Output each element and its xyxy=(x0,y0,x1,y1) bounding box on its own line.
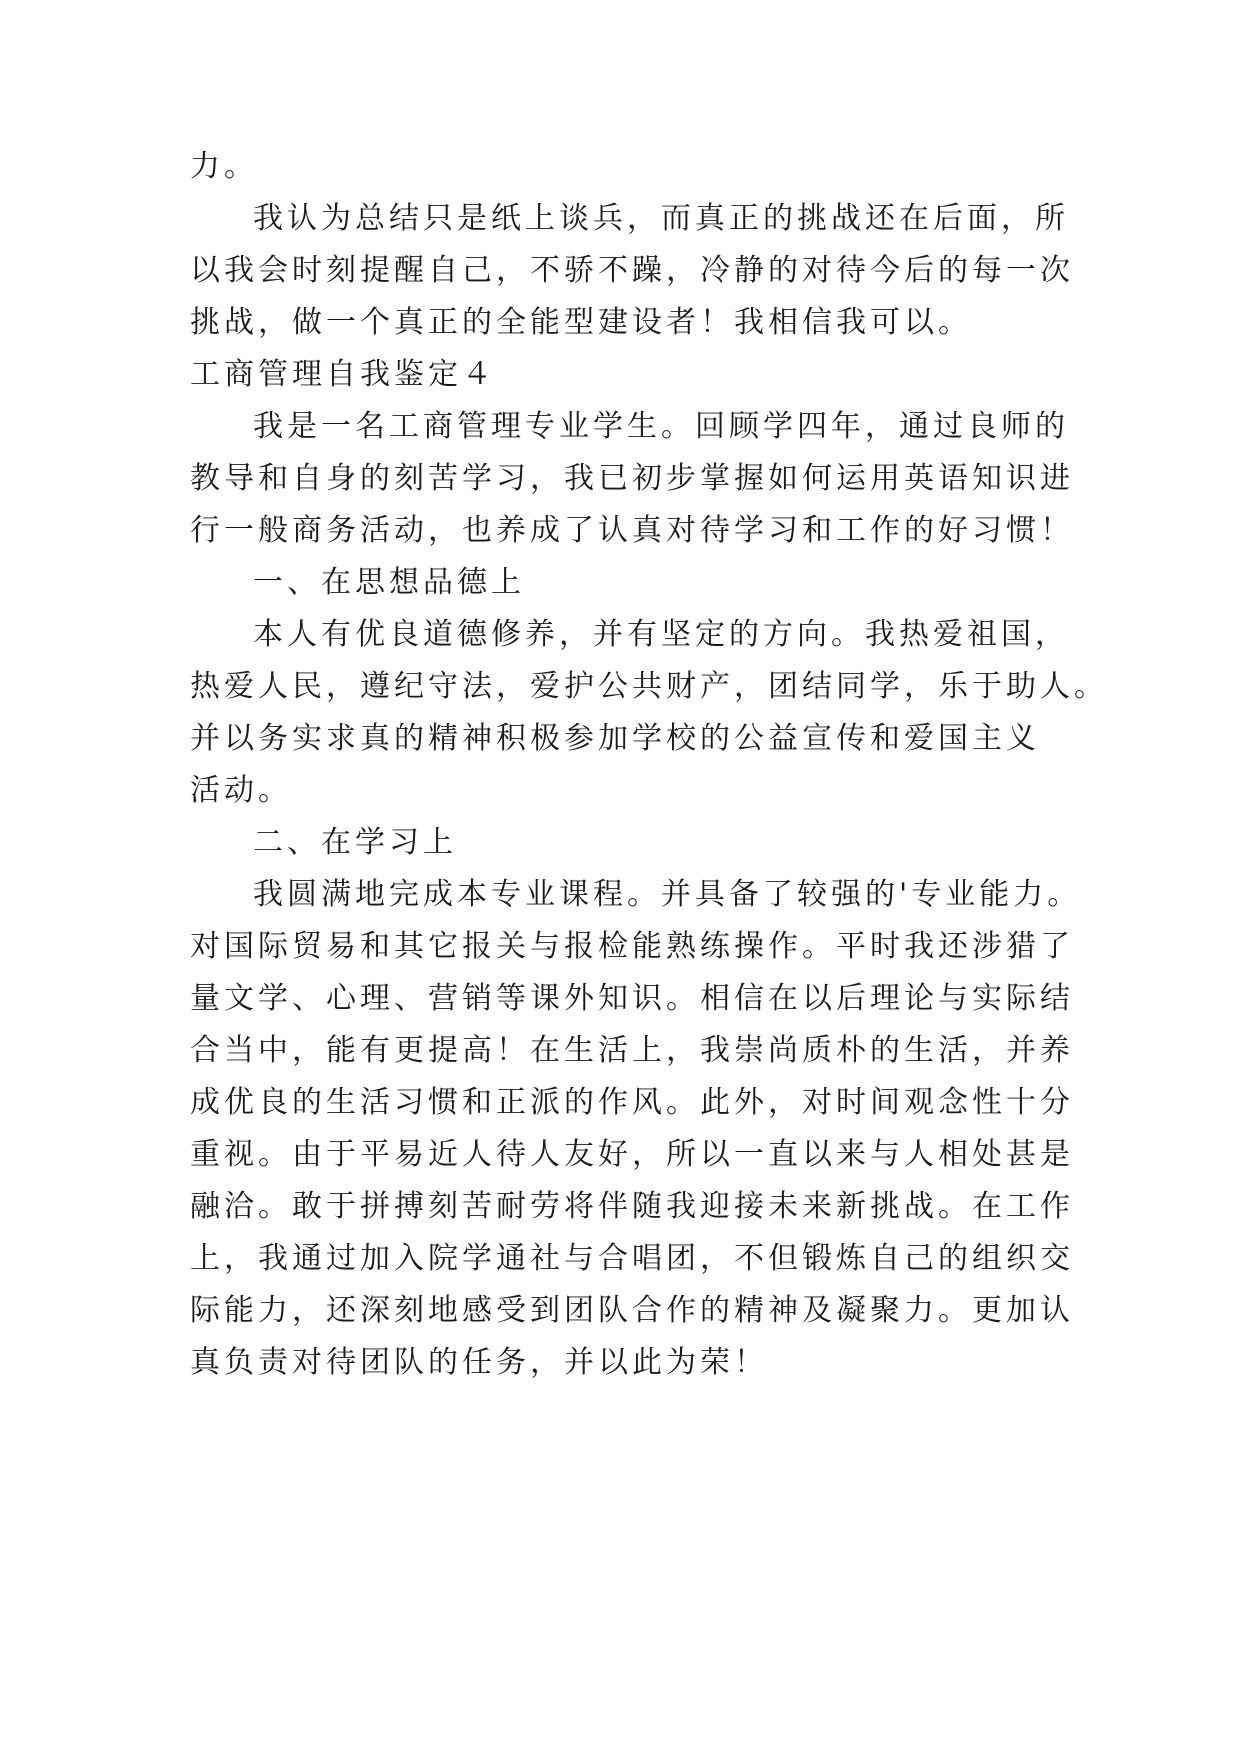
paragraph-text-line: 我圆满地完成本专业课程。并具备了较强的'专业能力。 xyxy=(253,877,1082,912)
text-line: 以我会时刻提醒自己，不骄不躁，冷静的对待今后的每一次 xyxy=(190,253,1074,288)
paragraph-text-line: 本人有优良道德修养，并有坚定的方向。我热爱祖国， xyxy=(253,617,1069,652)
text-line: 活动。 xyxy=(190,773,292,808)
text-line: 热爱人民，遵纪守法，爱护公共财产，团结同学，乐于助人。 xyxy=(190,669,1108,704)
paragraph-text-line: 我认为总结只是纸上谈兵，而真正的挑战还在后面，所 xyxy=(253,201,1069,236)
text-line: 挑战，做一个真正的全能型建设者！我相信我可以。 xyxy=(190,305,972,340)
text-line: 力。 xyxy=(190,149,258,184)
text-line: 量文学、心理、营销等课外知识。相信在以后理论与实际结 xyxy=(190,981,1074,1016)
text-line: 融洽。敢于拼搏刻苦耐劳将伴随我迎接未来新挑战。在工作 xyxy=(190,1189,1074,1224)
text-line: 对国际贸易和其它报关与报检能熟练操作。平时我还涉猎了 xyxy=(190,929,1074,964)
text-line: 上，我通过加入院学通社与合唱团，不但锻炼自己的组织交 xyxy=(190,1241,1074,1276)
text-line: 际能力，还深刻地感受到团队合作的精神及凝聚力。更加认 xyxy=(190,1293,1074,1328)
text-line: 重视。由于平易近人待人友好，所以一直以来与人相处甚是 xyxy=(190,1137,1074,1172)
subheading: 一、在思想品德上 xyxy=(253,565,525,600)
section-heading: 工商管理自我鉴定４ xyxy=(190,357,496,392)
text-line: 行一般商务活动，也养成了认真对待学习和工作的好习惯！ xyxy=(190,513,1074,548)
text-line: 真负责对待团队的任务，并以此为荣！ xyxy=(190,1345,768,1380)
paragraph-text-line: 我是一名工商管理专业学生。回顾学四年，通过良师的 xyxy=(253,409,1069,444)
text-line: 合当中，能有更提高！在生活上，我崇尚质朴的生活，并养 xyxy=(190,1033,1074,1068)
subheading: 二、在学习上 xyxy=(253,825,457,860)
text-line: 并以务实求真的精神积极参加学校的公益宣传和爱国主义 xyxy=(190,721,1040,756)
text-line: 成优良的生活习惯和正派的作风。此外，对时间观念性十分 xyxy=(190,1085,1074,1120)
text-line: 教导和自身的刻苦学习，我已初步掌握如何运用英语知识进 xyxy=(190,461,1074,496)
